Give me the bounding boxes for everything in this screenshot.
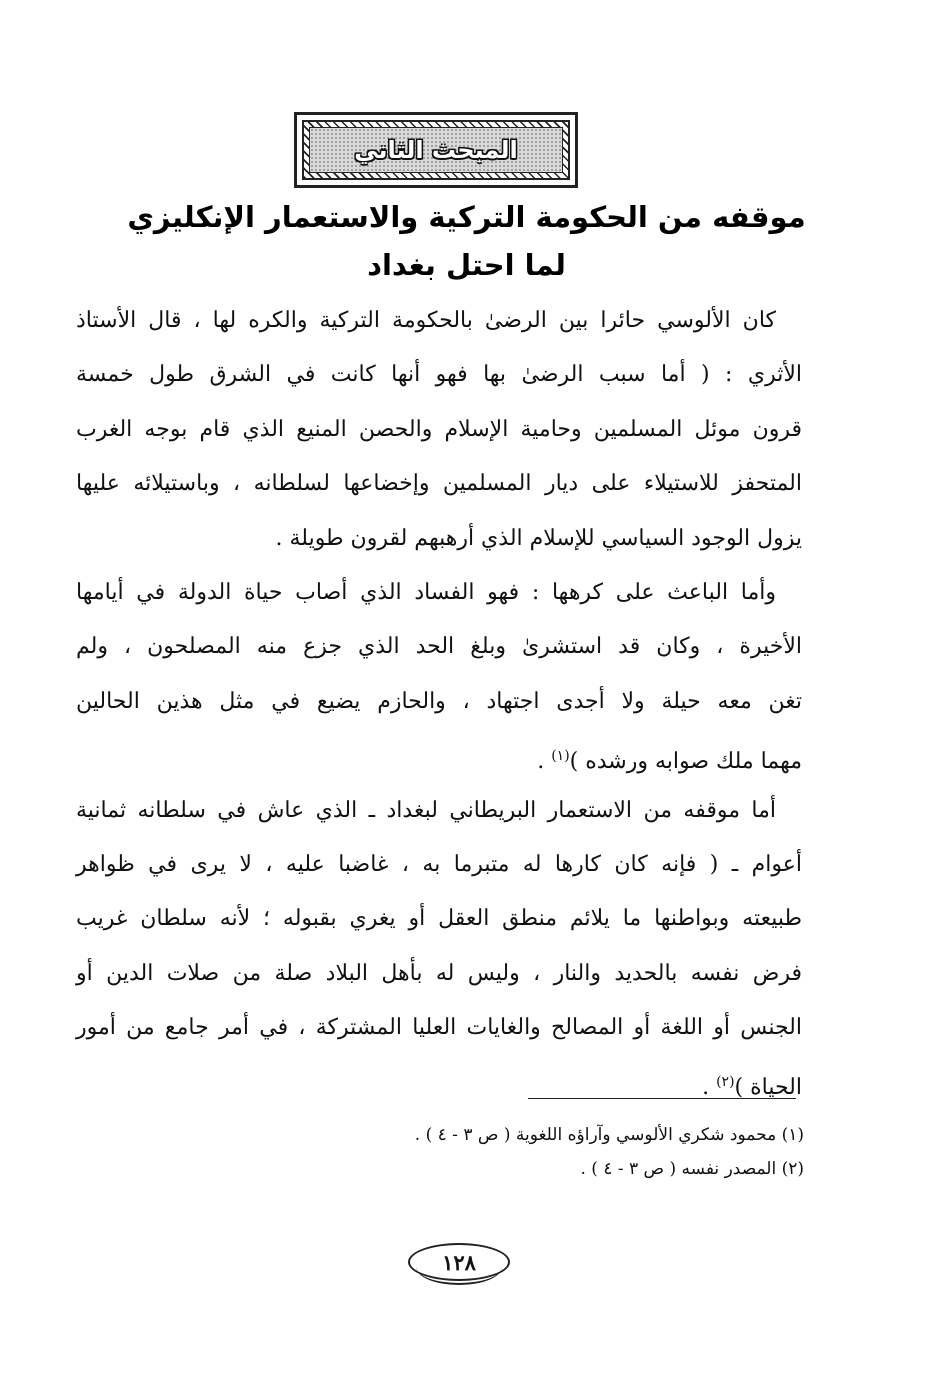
text-line: تغن معه حيلة ولا أجدى اجتهاد ، والحازم يضيع في مثل هذين الحالين	[76, 688, 802, 714]
paragraph-1	[76, 294, 802, 566]
section-heading-frame	[302, 120, 570, 180]
footnote-reference-2[interactable]: (٢)	[716, 1074, 735, 1091]
text-line: مهما ملك صوابه ورشده )	[569, 749, 802, 775]
sentence-end: .	[537, 749, 552, 775]
text-line: وأما الباعث على كرهها : فهو الفساد الذي أصاب حياة الدولة في أيامها	[76, 579, 776, 605]
text-line: أعوام ـ ( فإنه كان كارها له متبرما به ، غاضبا عليه ، لا يرى في ظواهر	[76, 851, 802, 877]
text-line: الأثري : ( أما سبب الرضىٰ بها فهو أنها كانت في الشرق طول خمسة	[76, 362, 802, 388]
paragraph-3	[76, 784, 802, 1110]
chapter-title-line-2: لما احتل بغداد	[367, 248, 566, 282]
text-line: طبيعته وبواطنها ما يلائم منطق العقل أو يغري بقبوله ؛ لأنه سلطان غريب	[76, 906, 802, 932]
text-line-with-reference	[76, 1055, 802, 1109]
text-line: الأخيرة ، وكان قد استشرىٰ وبلغ الحد الذي جزع منه المصلحون ، ولم	[76, 634, 802, 660]
text-line: فرض نفسه بالحديد والنار ، وليس له بأهل البلاد صلة من صلات الدين أو	[76, 960, 802, 986]
page-number	[408, 1243, 510, 1281]
footnote-1: (١) محمود شكري الألوسي وآراؤه اللغوية ( ص ٣ - ٤ ) .	[414, 1125, 804, 1145]
sentence-end: .	[702, 1075, 717, 1101]
text-line: أما موقفه من الاستعمار البريطاني لبغداد ـ الذي عاش في سلطانه ثمانية	[76, 797, 776, 823]
page-number-label: ١٢٨	[442, 1249, 476, 1275]
footnote-reference-1[interactable]: (١)	[551, 748, 570, 765]
footnote-separator	[528, 1098, 796, 1099]
chapter-title-line-1: موقفه من الحكومة التركية والاستعمار الإنكليزي	[127, 200, 806, 234]
text-line: قرون موئل المسلمين وحامية الإسلام والحصن المنيع الذي قام بوجه الغرب	[76, 416, 802, 442]
text-line: كان الألوسي حائرا بين الرضىٰ بالحكومة التركية والكره لها ، قال الأستاذ	[76, 308, 776, 333]
text-line: المتحفز للاستيلاء على ديار المسلمين وإخضاعها لسلطانه ، وباستيلائه عليها	[76, 471, 802, 497]
footnotes	[300, 1118, 804, 1186]
text-line: الجنس أو اللغة أو المصالح والغايات العليا المشتركة ، في أمر جامع من أمور	[76, 1015, 802, 1041]
section-label: المبحث الثاني	[354, 136, 518, 164]
text-line-with-reference	[76, 729, 802, 783]
text-line: يزول الوجود السياسي للإسلام الذي أرهبهم لقرون طويلة .	[275, 525, 802, 551]
text-line: الحياة )	[734, 1075, 802, 1101]
section-heading-box	[294, 112, 578, 188]
paragraph-2	[76, 566, 802, 784]
footnote-2: (٢) المصدر نفسه ( ص ٣ - ٤ ) .	[580, 1159, 804, 1179]
section-heading-panel	[309, 127, 563, 173]
body-text	[76, 294, 802, 1110]
